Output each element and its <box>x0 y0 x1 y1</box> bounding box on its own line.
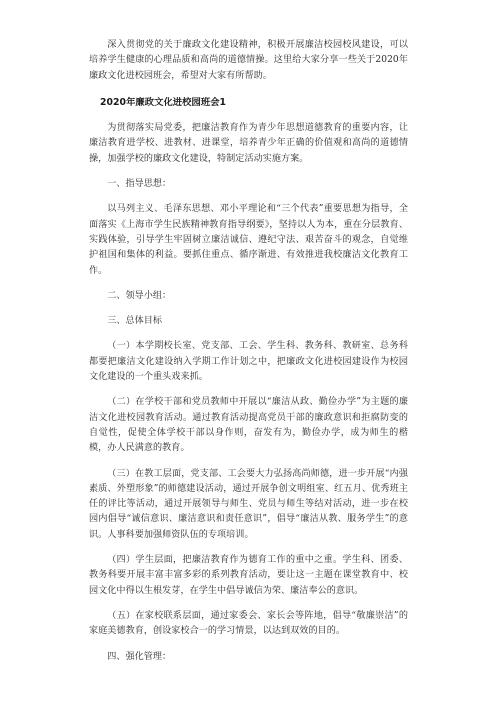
goal-paragraph-4: （四）学生层面，把廉洁教育作为德育工作的重中之重。学生科、团委、教务科要开展丰富丰富多彩的系列教育活动，要让这一主题在课堂教育中、校园文化中得以生根发芽，在学生中倡导诚信为荣、廉洁奉公的意识。 <box>89 555 408 596</box>
heading-guiding-ideology: 一、指导思想： <box>107 179 172 190</box>
guiding-ideology-paragraph: 以马列主义、毛泽东思想、邓小平理论和“三个代表”重要思想为指导，全面落实《上海市学生民族精神教育指导纲要》，坚持以人为本，重在分层教育、实践体验，引导学生牢固树立廉洁诚信、遵纪守法、艰苦奋斗的观念，自觉维护祖国和集体的利益。要抓住重点、循序渐进、有效推进我校廉洁文化教育工作。 <box>89 204 408 276</box>
heading-strengthen-management: 四、强化管理： <box>107 651 172 662</box>
heading-overall-goals: 三、总体目标 <box>107 316 163 327</box>
goal-paragraph-5: （五）在家校联系层面，通过家委会、家长会等阵地，倡导“敬廉崇洁”的家庭美德教育，创设家校合一的学习情景，以达到双效的目的。 <box>89 610 408 637</box>
intro-paragraph: 深入贯彻党的关于廉政文化建设精神，积极开展廉洁校园校风建设，可以培养学生健康的心理品质和高尚的道德情操。这里给大家分享一些关于2020年廉政文化进校园班会，希望对大家有所帮助。 <box>89 40 408 81</box>
goal-paragraph-3: （三）在教工层面，党支部、工会要大力弘扬高尚师德，进一步开展“内强素质、外塑形象”的师德建设活动，通过开展争创文明组室、红五月、优秀班主任的评比等活动，通过开展领导与师生、党员与师生等结对活动，进一步在校园内倡导“诚信意识、廉洁意识和责任意识”，倡导“廉洁从教、服务学生”的意识。人事科要加强师资队伍的专项培训。 <box>89 468 408 540</box>
goal-paragraph-1: （一）本学期校长室、党支部、工会、学生科、教务科、教研室、总务科都要把廉洁文化建设纳入学期工作计划之中，把廉政文化进校园建设作为校园文化建设的一个重头戏来抓。 <box>89 341 408 383</box>
goal-paragraph-2: （二）在学校干部和党员教师中开展以“廉洁从政、勤俭办学”为主题的廉洁文化进校园教育活动。通过教育活动提高党员干部的廉政意识和拒腐防变的自觉性，促使全体学校干部以身作则，奋发有为，勤俭办学，成为师生的楷模，办人民满意的教育。 <box>89 397 408 454</box>
section-title: 2020年廉政文化进校园班会1 <box>100 96 227 108</box>
purpose-paragraph: 为贯彻落实局党委，把廉洁教育作为青少年思想道德教育的重要内容，让廉洁教育进学校、进教材、进课堂，培养青少年正确的价值观和高尚的道德情操，加强学校的廉政文化建设，特制定活动实施方案。 <box>89 123 408 164</box>
heading-leadership-group: 二、领导小组： <box>107 290 172 301</box>
